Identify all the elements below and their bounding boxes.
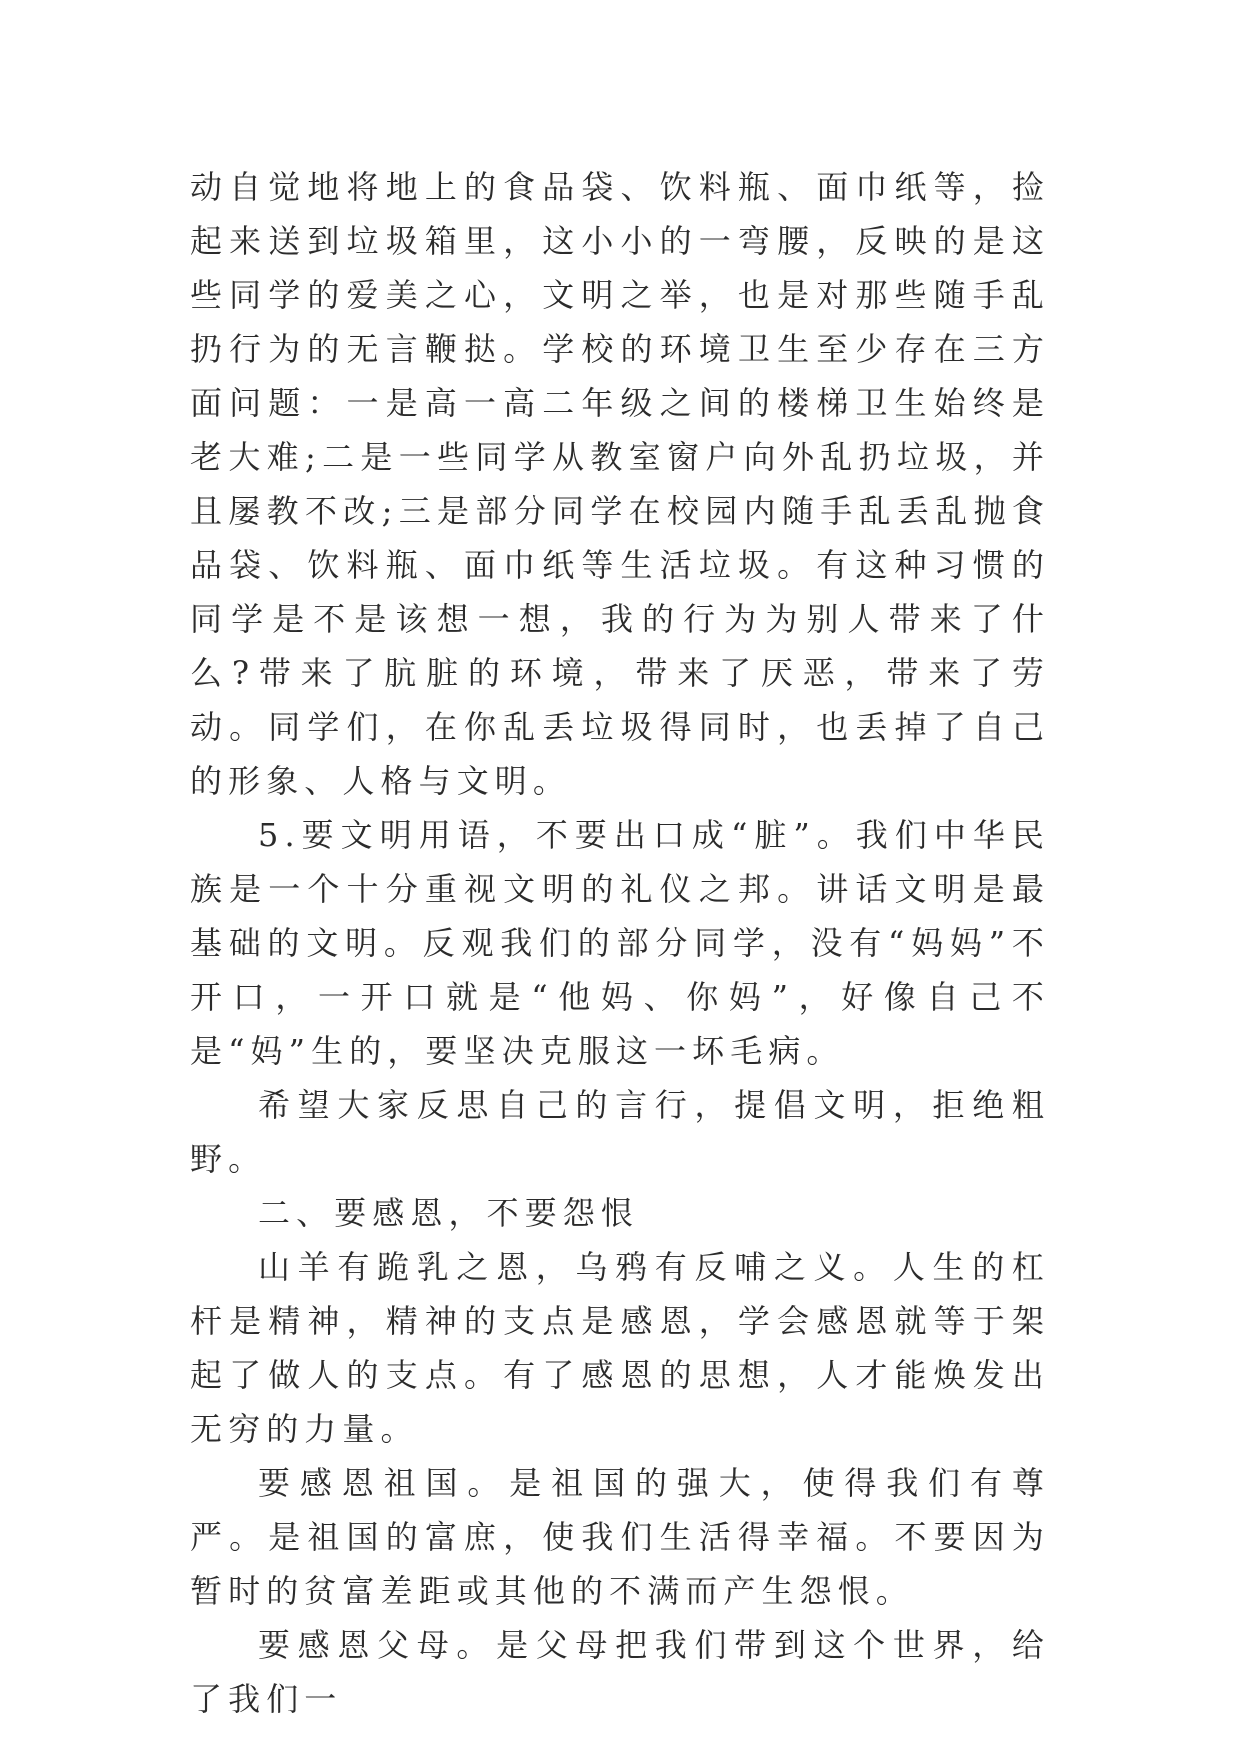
paragraph-litter: 动自觉地将地上的食品袋、饮料瓶、面巾纸等，捡起来送到垃圾箱里，这小小的一弯腰，反映的是这些同学的爱美之心，文明之举，也是对那些随手乱扔行为的无言鞭挞。学校的环境卫生至少存在三方面问题：一是高一高二年级之间的楼梯卫生始终是老大难;二是一些同学从教室窗户向外乱扔垃圾，并且屡教不改;三是部分同学在校园内随手乱丢乱抛食品袋、饮料瓶、面巾纸等生活垃圾。有这种习惯的同学是不是该想一想，我的行为为别人带来了什么?带来了肮脏的环境，带来了厌恶，带来了劳动。同学们，在你乱丢垃圾得同时，也丢掉了自己的形象、人格与文明。 xyxy=(190,168,1050,800)
paragraph-reflection: 希望大家反思自己的言行，提倡文明，拒绝粗野。 xyxy=(190,1086,1050,1178)
paragraph-gratitude-parents: 要感恩父母。是父母把我们带到这个世界，给了我们一 xyxy=(190,1626,1050,1718)
paragraph-gratitude-intro: 山羊有跪乳之恩，乌鸦有反哺之义。人生的杠杆是精神，精神的支点是感恩，学会感恩就等于架起了做人的支点。有了感恩的思想，人才能焕发出无穷的力量。 xyxy=(190,1248,1050,1448)
section-heading-gratitude: 二、要感恩，不要怨恨 xyxy=(258,1194,640,1232)
paragraph-gratitude-country: 要感恩祖国。是祖国的强大，使得我们有尊严。是祖国的富庶，使我们生活得幸福。不要因为暂时的贫富差距或其他的不满而产生怨恨。 xyxy=(190,1464,1050,1610)
paragraph-civil-language: 5.要文明用语，不要出口成“脏”。我们中华民族是一个十分重视文明的礼仪之邦。讲话文明是最基础的文明。反观我们的部分同学，没有“妈妈”不开口，一开口就是“他妈、你妈”，好像自己不是“妈”生的，要坚决克服这一坏毛病。 xyxy=(190,816,1050,1070)
body-text xyxy=(190,160,1050,1726)
